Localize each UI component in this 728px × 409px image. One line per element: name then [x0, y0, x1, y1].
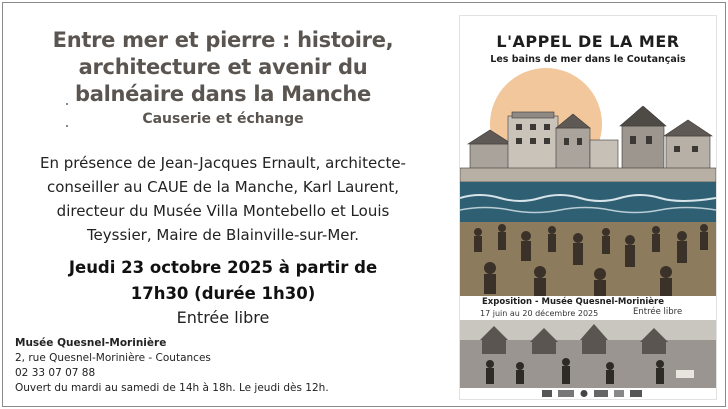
beach-photo	[460, 320, 716, 388]
poster-exhibition: Exposition - Musée Quesnel-Morinière	[482, 297, 665, 307]
poster-dates: 17 juin au 20 décembre 2025	[480, 309, 599, 318]
villas-illustration	[460, 106, 716, 182]
event-date: Jeudi 23 octobre 2025 à partir de 17h30 (durée 1h30)	[68, 258, 378, 303]
museum-name: Musée Quesnel-Morinière	[15, 337, 167, 349]
event-title: Entre mer et pierre : histoire, architecture et avenir du balnéaire dans la Manche	[52, 28, 394, 106]
museum-phone: 02 33 07 07 88	[15, 367, 96, 379]
poster-admission: Entrée libre	[633, 307, 683, 317]
poster-subtitle: Les bains de mer dans le Coutançais	[490, 54, 686, 65]
poster-collage	[460, 106, 716, 296]
event-info	[3, 3, 443, 406]
museum-address: 2, rue Quesnel-Morinière - Coutances	[15, 352, 211, 364]
poster-title: L'APPEL DE LA MER	[496, 32, 680, 51]
decorative-dot	[66, 103, 68, 105]
museum-hours: Ouvert du mardi au samedi de 14h à 18h. Le jeudi dès 12h.	[15, 382, 329, 394]
speakers-text: En présence de Jean-Jacques Ernault, architecte-conseiller au CAUE de la Manche, Karl Laurent, directeur du Musée Villa Montebello et Louis Teyssier, Maire de Blainville-sur-Mer.	[40, 154, 406, 244]
partner-logos	[460, 388, 716, 399]
admission-text: Entrée libre	[176, 308, 270, 327]
sea-band	[460, 182, 716, 222]
invitation-card	[2, 2, 726, 407]
exhibition-poster	[459, 15, 717, 400]
contact-block	[15, 336, 329, 396]
event-subtitle: Causerie et échange	[142, 111, 304, 127]
